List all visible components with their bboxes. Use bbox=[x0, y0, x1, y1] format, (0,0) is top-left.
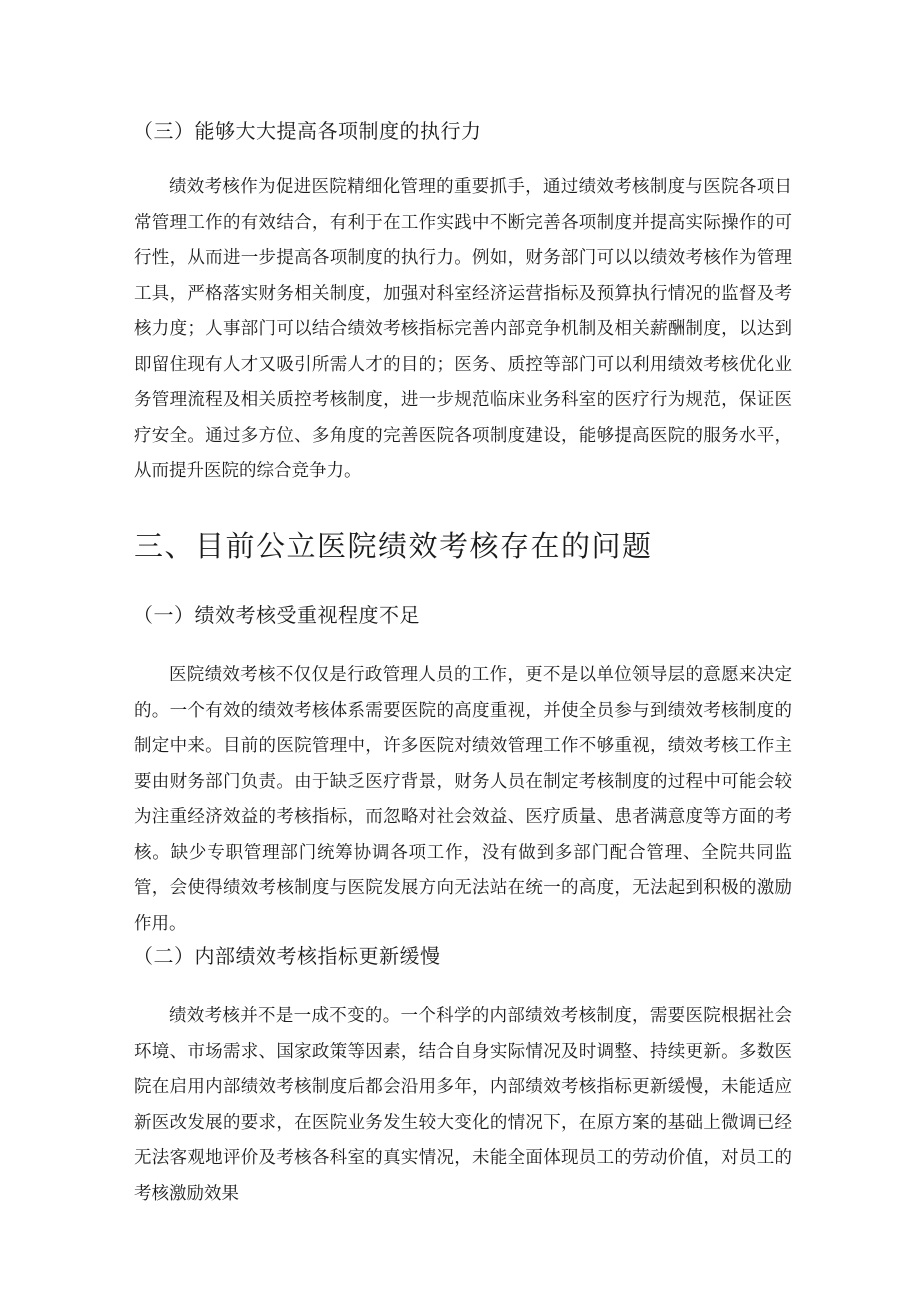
subsection-2-paragraph: 绩效考核并不是一成不变的。一个科学的内部绩效考核制度，需要医院根据社会环境、市场需求、国家政策等因素，结合自身实际情况及时调整、持续更新。多数医院在启用内部绩效考核制度后都会沿用多年，内部绩效考核指标更新缓慢，未能适应新医改发展的要求，在医院业务发生较大变化的情况下，在原方案的基础上微调已经无法客观地评价及考核各科室的真实情况，未能全面体现员工的劳动价值，对员工的考核激励效果 bbox=[134, 1006, 792, 1204]
subsection-3-paragraph: 绩效考核作为促进医院精细化管理的重要抓手，通过绩效考核制度与医院各项日常管理工作的有效结合，有利于在工作实践中不断完善各项制度并提高实际操作的可行性，从而进一步提高各项制度的执行力。例如，财务部门可以以绩效考核作为管理工具，严格落实财务相关制度，加强对科室经济运营指标及预算执行情况的监督及考核力度；人事部门可以结合绩效考核指标完善内部竞争机制及相关薪酬制度，以达到即留住现有人才又吸引所需人才的目的；医务、质控等部门可以利用绩效考核优化业务管理流程及相关质控考核制度，进一步规范临床业务科室的医疗行为规范，保证医疗安全。通过多方位、多角度的完善医院各项制度建设，能够提高医院的服务水平，从而提升医院的综合竞争力。 bbox=[134, 177, 792, 481]
section-heading-3: 三、目前公立医院绩效考核存在的问题 bbox=[134, 529, 653, 563]
subsection-heading-1: （一）绩效考核受重视程度不足 bbox=[133, 603, 420, 627]
subsection-heading-3: （三）能够大大提高各项制度的执行力 bbox=[133, 119, 482, 143]
subsection-1-paragraph: 医院绩效考核不仅仅是行政管理人员的工作，更不是以单位领导层的意愿来决定的。一个有效的绩效考核体系需要医院的高度重视，并使全员参与到绩效考核制度的制定中来。目前的医院管理中，许多医院对绩效管理工作不够重视，绩效考核工作主要由财务部门负责。由于缺乏医疗背景，财务人员在制定考核制度的过程中可能会较为注重经济效益的考核指标，而忽略对社会效益、医疗质量、患者满意度等方面的考核。缺少专职管理部门统筹协调各项工作，没有做到多部门配合管理、全院共同监管，会使得绩效考核制度与医院发展方向无法站在统一的高度，无法起到积极的激励作用。 bbox=[134, 665, 792, 934]
subsection-heading-2: （二）内部绩效考核指标更新缓慢 bbox=[133, 944, 441, 968]
